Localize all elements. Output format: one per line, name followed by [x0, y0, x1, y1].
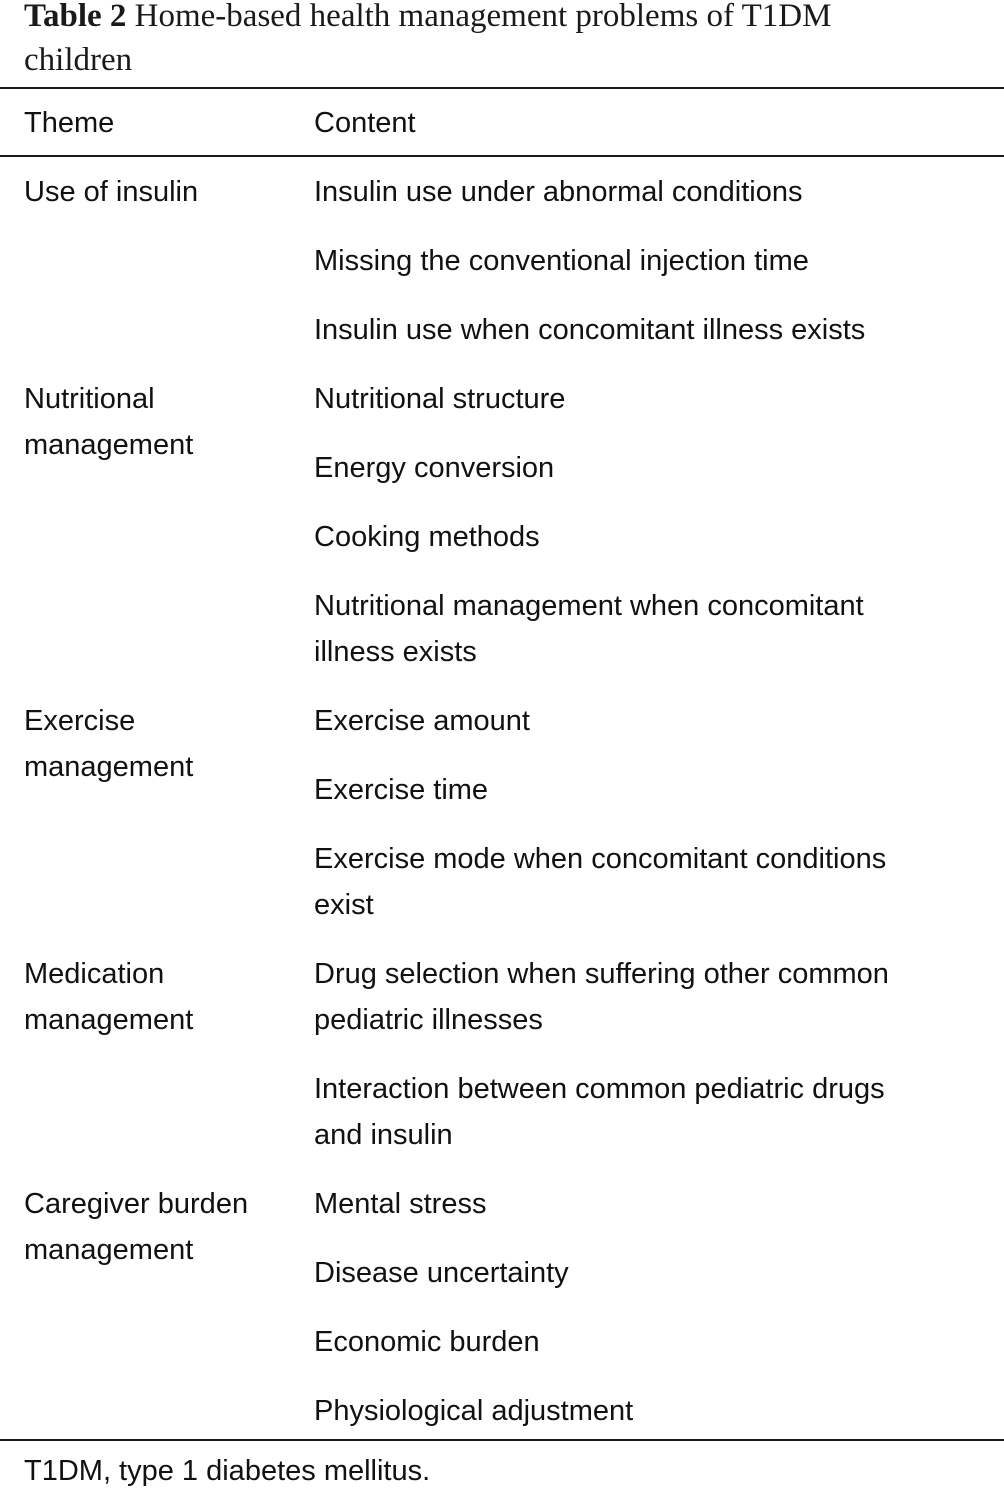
header-content: Content [314, 107, 416, 139]
content-cell: pediatric illnesses [314, 1004, 543, 1036]
content-cell: Economic burden [314, 1326, 540, 1358]
theme-cell: Exercise [24, 705, 136, 737]
content-cell: Exercise time [314, 774, 489, 806]
theme-cell: management [24, 751, 194, 783]
table-title: Home-based health management problems of T1DM [134, 0, 832, 34]
table-caption [24, 0, 924, 82]
content-cell: Disease uncertainty [314, 1257, 569, 1289]
table-footnote: T1DM, type 1 diabetes mellitus. [24, 1455, 431, 1487]
theme-cell: Use of insulin [24, 176, 199, 208]
content-cell: exist [314, 889, 374, 921]
bottom-rule [0, 1439, 1004, 1441]
theme-cell: management [24, 1234, 194, 1266]
content-cell: Nutritional structure [314, 383, 566, 415]
content-cell: Physiological adjustment [314, 1395, 634, 1427]
content-cell: Insulin use under abnormal conditions [314, 176, 803, 208]
top-rule [0, 87, 1004, 89]
table-label: Table 2 [24, 0, 127, 34]
content-cell: Exercise mode when concomitant conditions [314, 843, 887, 875]
content-cell: Energy conversion [314, 452, 555, 484]
content-cell: Exercise amount [314, 705, 530, 737]
content-cell: Missing the conventional injection time [314, 245, 809, 277]
content-cell: Drug selection when suffering other common [314, 958, 889, 990]
theme-cell: Caregiver burden [24, 1188, 249, 1220]
theme-cell: Medication [24, 958, 165, 990]
content-cell: Cooking methods [314, 521, 540, 553]
content-cell: Mental stress [314, 1188, 487, 1220]
content-cell: Insulin use when concomitant illness exists [314, 314, 866, 346]
content-cell: and insulin [314, 1119, 453, 1151]
table-title-continued: children [24, 42, 133, 78]
content-cell: Nutritional management when concomitant [314, 590, 864, 622]
theme-cell: management [24, 429, 194, 461]
theme-cell: management [24, 1004, 194, 1036]
header-theme: Theme [24, 107, 115, 139]
content-cell: illness exists [314, 636, 477, 668]
content-cell: Interaction between common pediatric drugs [314, 1073, 885, 1105]
theme-cell: Nutritional [24, 383, 155, 415]
header-rule [0, 155, 1004, 157]
